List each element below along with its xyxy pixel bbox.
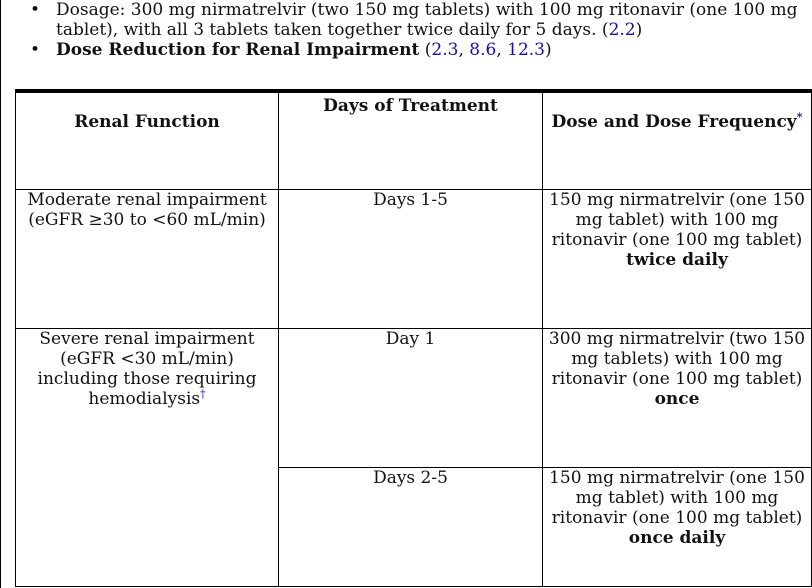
header-renal-function: Renal Function <box>16 91 279 190</box>
cell-severe-renal: Severe renal impairment (eGFR <30 mL/min) including those requiring hemodialysis† <box>16 329 279 587</box>
header-days-of-treatment: Days of Treatment <box>279 91 543 190</box>
bullet-icon: • <box>30 40 41 60</box>
cell-severe-day1-dose: 300 mg nirmatrelvir (two 150 mg tablets) with 100 mg ritonavir (one 100 mg tablet) once <box>543 329 812 468</box>
footnote-asterisk-link[interactable]: * <box>796 110 803 124</box>
table-row-severe-day1 <box>16 329 812 468</box>
ref-link-2-3[interactable]: 2.3 <box>431 40 459 60</box>
cell-severe-day1-days: Day 1 <box>279 329 543 468</box>
renal-reduction-title: Dose Reduction for Renal Impairment <box>56 40 420 60</box>
cell-moderate-dose: 150 mg nirmatrelvir (one 150 mg tablet) with 100 mg ritonavir (one 100 mg tablet) twice daily <box>543 190 812 329</box>
dosage-text: Dosage: 300 mg nirmatrelvir (two 150 mg tablets) with 100 mg ritonavir (one 100 mg tablet), with all 3 tablets taken together twice daily for 5 days. ( <box>56 0 798 40</box>
dosage-bullet-list <box>30 0 800 60</box>
renal-dose-table <box>15 89 812 587</box>
cell-moderate-days: Days 1-5 <box>279 190 543 329</box>
cell-moderate-renal: Moderate renal impairment (eGFR ≥30 to <60 mL/min) <box>16 190 279 329</box>
header-dose-frequency: Dose and Dose Frequency* <box>543 91 812 190</box>
bullet-icon: • <box>30 0 41 20</box>
table-row-moderate <box>16 190 812 329</box>
table-header-row <box>16 91 812 190</box>
footnote-dagger-link[interactable]: † <box>200 387 206 401</box>
cell-severe-day2-dose: 150 mg nirmatrelvir (one 150 mg tablet) with 100 mg ritonavir (one 100 mg tablet) once daily <box>543 468 812 587</box>
cell-severe-day2-days: Days 2-5 <box>279 468 543 587</box>
ref-link-2-2[interactable]: 2.2 <box>608 20 636 40</box>
dosage-bullet: • Dosage: 300 mg nirmatrelvir (two 150 mg tablets) with 100 mg ritonavir (one 100 mg tablet), with all 3 tablets taken together twice daily for 5 days. (2.2) <box>30 0 798 40</box>
ref-link-8-6[interactable]: 8.6 <box>469 40 497 60</box>
renal-reduction-bullet: • Dose Reduction for Renal Impairment (2.3, 8.6, 12.3) <box>30 40 552 60</box>
page-left-border <box>0 0 1 588</box>
ref-link-12-3[interactable]: 12.3 <box>507 40 545 60</box>
